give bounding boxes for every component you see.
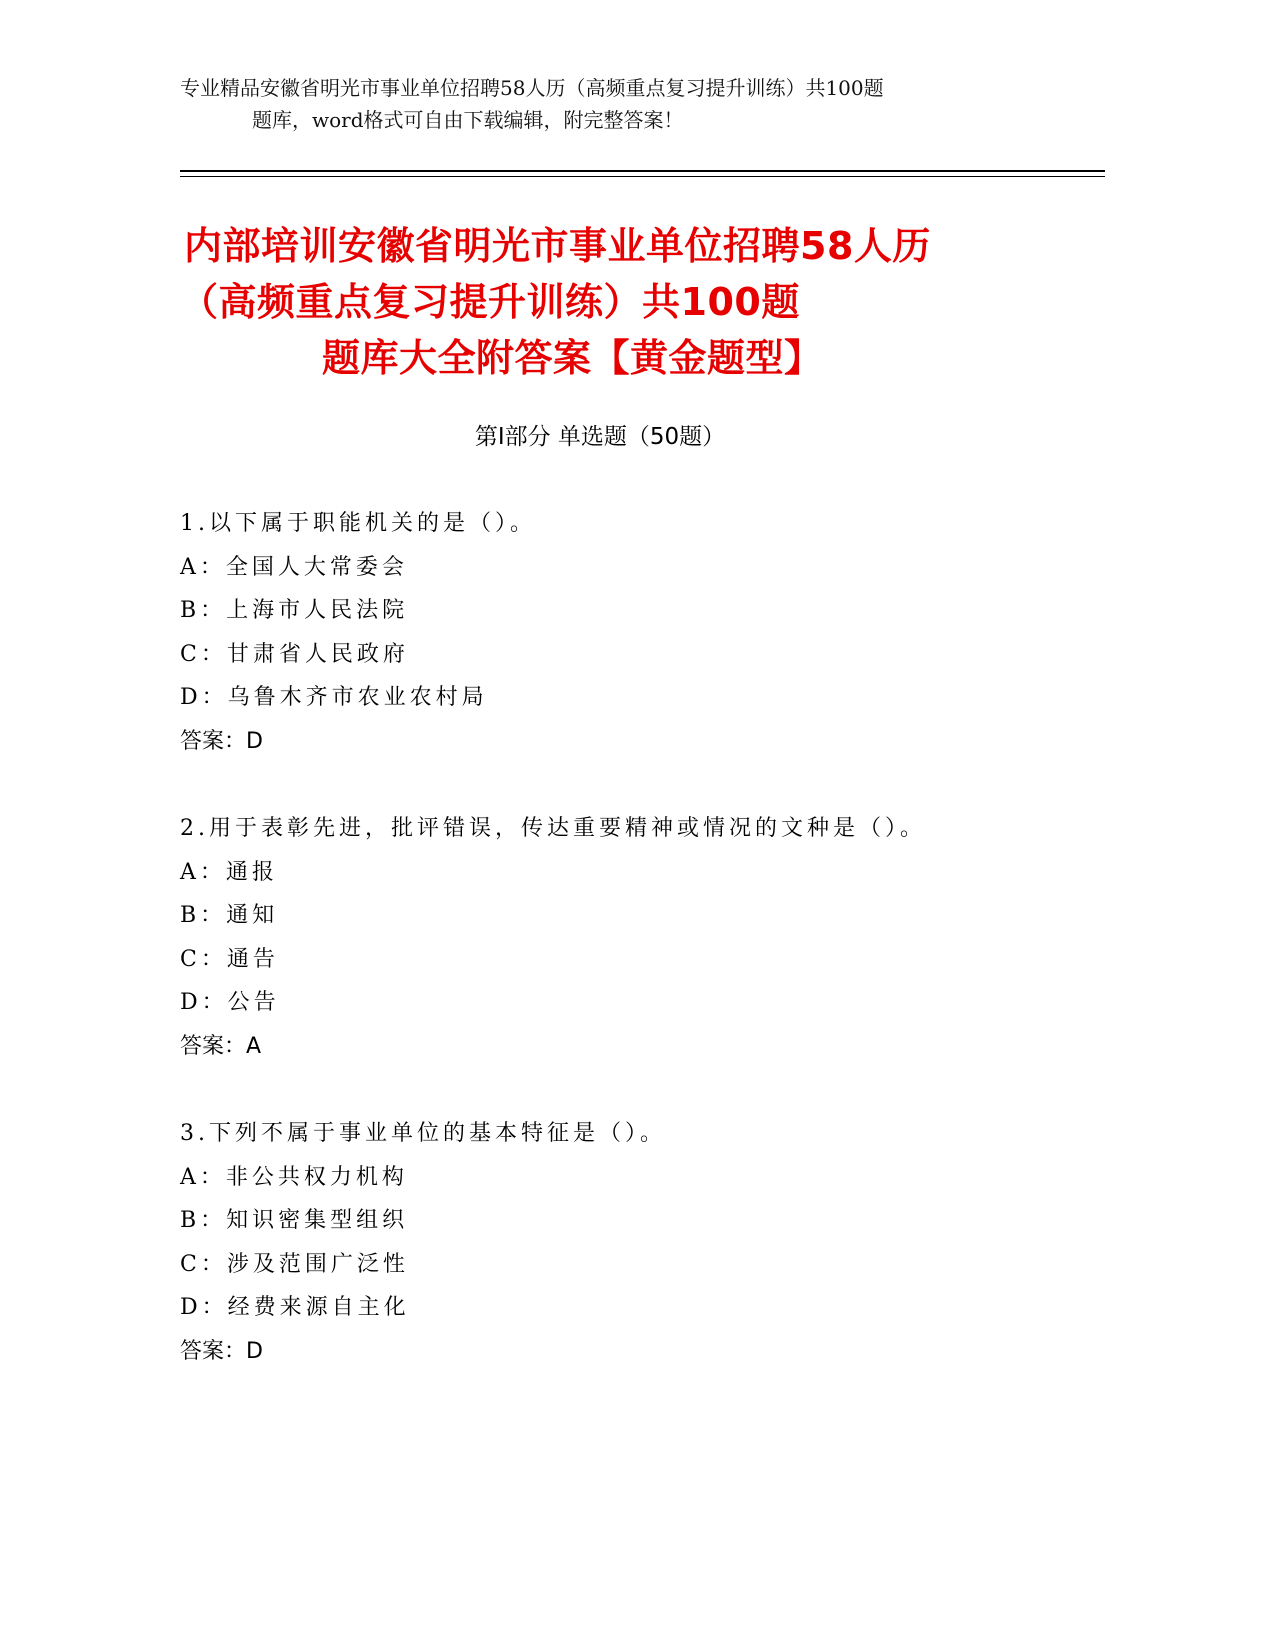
document-title xyxy=(180,218,1080,386)
option-b: B：通知 xyxy=(180,903,279,928)
answer: 答案：A xyxy=(180,1033,262,1059)
question-stem: 1.以下属于职能机关的是（）。 xyxy=(180,511,536,536)
title-line-1: 内部培训安徽省明光市事业单位招聘58人历 xyxy=(184,224,931,268)
header-line-1: 专业精品安徽省明光市事业单位招聘58人历（高频重点复习提升训练）共100题 xyxy=(180,76,884,100)
title-line-3: 题库大全附答案【黄金题型】 xyxy=(322,336,823,380)
option-b: B：上海市人民法院 xyxy=(180,598,409,623)
question-stem: 3.下列不属于事业单位的基本特征是（）。 xyxy=(180,1121,666,1146)
option-a: A：通报 xyxy=(180,859,278,885)
option-b: B：知识密集型组织 xyxy=(180,1208,409,1233)
title-line-2: （高频重点复习提升训练）共100题 xyxy=(180,280,800,324)
option-c: C：甘肃省人民政府 xyxy=(180,641,409,667)
option-a: A：全国人大常委会 xyxy=(180,554,408,580)
answer: 答案：D xyxy=(180,728,263,754)
answer: 答案：D xyxy=(180,1338,263,1364)
option-c: C：通告 xyxy=(180,946,279,972)
question-stem: 2.用于表彰先进，批评错误，传达重要精神或情况的文种是（）。 xyxy=(180,816,926,841)
header-rule-thick xyxy=(180,170,1105,172)
option-d: D：乌鲁木齐市农业农村局 xyxy=(180,685,488,710)
header-line-2: 题库，word格式可自由下载编辑，附完整答案！ xyxy=(252,108,684,132)
option-a: A：非公共权力机构 xyxy=(180,1164,408,1190)
option-d: D：公告 xyxy=(180,990,280,1015)
header-rule-thin xyxy=(180,176,1105,177)
option-d: D：经费来源自主化 xyxy=(180,1295,410,1320)
question-2 xyxy=(180,807,1080,1068)
section-heading: 第Ⅰ部分 单选题（50题） xyxy=(474,424,726,450)
question-1 xyxy=(180,502,1080,763)
question-list xyxy=(180,502,1080,1417)
document-header xyxy=(180,72,1080,136)
option-c: C：涉及范围广泛性 xyxy=(180,1251,409,1277)
question-3 xyxy=(180,1112,1080,1373)
